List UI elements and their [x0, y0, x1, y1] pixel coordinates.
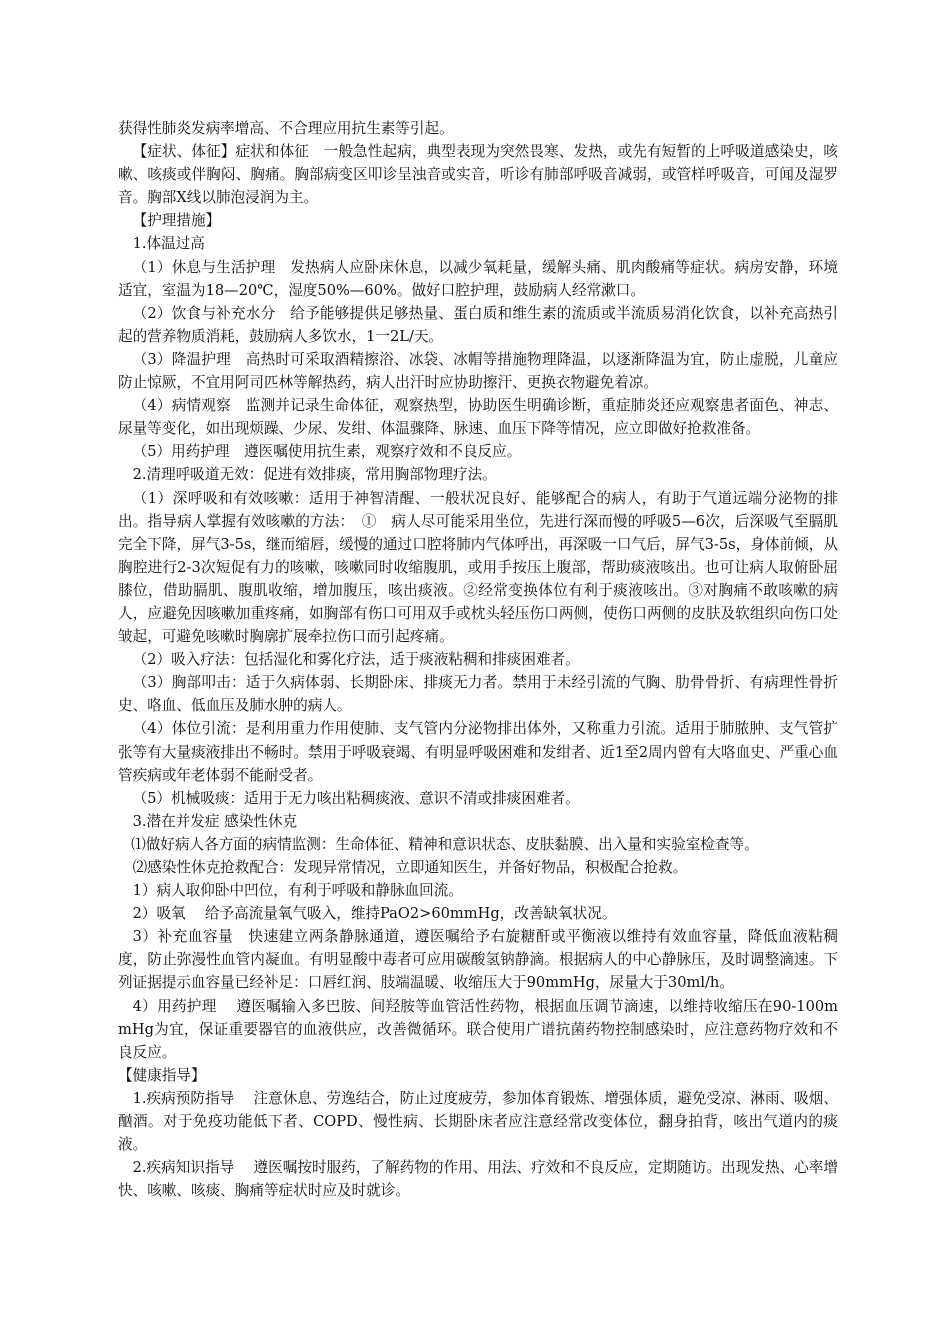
- paragraph-cooling-care: （3）降温护理 高热时可采取酒精擦浴、冰袋、冰帽等措施物理降温，以逐渐降温为宜，防止虚脱，儿童应防止惊厥，不宜用阿司匹林等解热药，病人出汗时应协助擦汗、更换衣物避免着凉。: [118, 350, 838, 392]
- paragraph-supine-position: 1）病人取仰卧中凹位，有利于呼吸和静脉血回流。: [132, 882, 463, 900]
- subheading-airway-clearance: 2.清理呼吸道无效：促进有效排痰，常用胸部物理疗法。: [132, 466, 497, 484]
- paragraph-rescue-cooperation: ⑵感染性休克抢救配合：发现异常情况，立即通知医生，并备好物品，积极配合抢救。: [132, 859, 688, 876]
- paragraph-medication-care: （5）用药护理 遵医嘱使用抗生素，观察疗效和不良反应。: [132, 443, 522, 461]
- document-page: [118, 117, 838, 1202]
- paragraph-diet-fluids: （2）饮食与补充水分 给予能够提供足够热量、蛋白质和维生素的流质或半流质易消化饮食，以补充高热引起的营养物质消耗，鼓励病人多饮水，1一2L/天。: [118, 304, 838, 345]
- paragraph-intro-continuation: 获得性肺炎发病率增高、不合理应用抗生素等引起。: [118, 120, 454, 137]
- subheading-septic-shock: 3.潜在并发症 感染性休克: [132, 812, 298, 830]
- paragraph-chest-percussion: （3）胸部叩击：适于久病体弱、长期卧床、排痰无力者。禁用于未经引流的气胸、肋骨骨折、有病理性骨折史、咯血、低血压及肺水肿的病人。: [118, 674, 838, 715]
- paragraph-postural-drainage: （4）体位引流：是利用重力作用使肺、支气管内分泌物排出体外，又称重力引流。适用于肺脓肿、支气管扩张等有大量痰液排出不畅时。禁用于呼吸衰竭、有明显呼吸困难和发绀者、近1至2周内曾有大咯血史、严重心血管疾病或年老体弱不能耐受者。: [118, 720, 838, 784]
- paragraph-disease-prevention: 1.疾病预防指导 注意休息、劳逸结合，防止过度疲劳，参加体育锻炼、增强体质，避免受凉、淋雨、吸烟、酗酒。对于免疫功能低下者、COPD、慢性病、长期卧床者应注意经常改变体位，翻身拍背，咳出气道内的痰液。: [118, 1089, 838, 1154]
- paragraph-oxygen: 2）吸氧 给予高流量氧气吸入，维持PaO2>60mmHg，改善缺氧状况。: [132, 905, 617, 923]
- paragraph-vasoactive-drugs: 4）用药护理 遵医嘱输入多巴胺、间羟胺等血管活性药物，根据血压调节滴速，以维持收缩压在90-100mmHg为宜，保证重要器官的血液供应，改善微循环。联合使用广谱抗菌药物控制感染时，应注意药物疗效和不良反应。: [118, 997, 838, 1061]
- paragraph-monitoring: ⑴做好病人各方面的病情监测：生命体征、精神和意识状态、皮肤黏膜、出入量和实验室检查等。: [131, 835, 759, 853]
- paragraph-deep-breathing-cough: （1）深呼吸和有效咳嗽：适用于神智清醒、一般状况良好、能够配合的病人，有助于气道远端分泌物的排出。指导病人掌握有效咳嗽的方法： ① 病人尽可能采用坐位，先进行深而慢的呼吸5—6次，后深吸气至膈肌完全下降，屏气3-5s，继而缩唇，缓慢的通过口腔将肺内气体呼出，再深吸一口气后，屏气3-5s，身体前倾，从胸腔进行2-3次短促有力的咳嗽，咳嗽同时收缩腹肌，或用手按压上腹部，帮助痰液咳出。也可让病人取俯卧屈膝位，借助膈肌、腹肌收缩，增加腹压，咳出痰液。②经常变换体位有利于痰液咳出。③对胸痛不敢咳嗽的病人，应避免因咳嗽加重疼痛，如胸部有伤口可用双手或枕头轻压伤口两侧，使伤口两侧的皮肤及软组织向伤口处皱起，可避免咳嗽时胸廓扩展牵拉伤口而引起疼痛。: [118, 489, 838, 646]
- paragraph-mechanical-suction: （5）机械吸痰：适用于无力咳出粘稠痰液、意识不清或排痰困难者。: [132, 789, 580, 807]
- paragraph-rest-care: （1）休息与生活护理 发热病人应卧床休息，以减少氧耗量，缓解头痛、肌肉酸痛等症状。病房安静，环境适宜，室温为18—20℃，湿度50%—60%。做好口腔护理，鼓励病人经常漱口。: [118, 258, 838, 299]
- paragraph-inhalation-therapy: （2）吸入疗法：包括湿化和雾化疗法，适于痰液粘稠和排痰困难者。: [132, 651, 580, 669]
- section-heading-health-guidance: 【健康指导】: [118, 1066, 206, 1084]
- paragraph-condition-observation: （4）病情观察 监测并记录生命体征，观察热型，协助医生明确诊断，重症肺炎还应观察患者面色、神志、尿量等变化，如出现烦躁、少尿、发绀、体温骤降、脉速、血压下降等情况，应立即做好抢救准备。: [118, 397, 838, 438]
- paragraph-blood-volume: 3）补充血容量 快速建立两条静脉通道，遵医嘱给予右旋糖酐或平衡液以维持有效血容量，降低血液粘稠度，防止弥漫性血管内凝血。有明显酸中毒者可应用碳酸氢钠静滴。根据病人的中心静脉压，及时调整滴速。下列证据提示血容量已经补足：口唇红润、肢端温暖、收缩压大于90mmHg，尿量大于30ml/h。: [118, 928, 838, 992]
- paragraph-symptoms-signs: 【症状、体征】症状和体征 一般急性起病，典型表现为突然畏寒、发热，或先有短暂的上呼吸道感染史，咳嗽、咳痰或伴胸闷、胸痛。胸部病变区叩诊呈浊音或实音，听诊有肺部呼吸音减弱，或管样呼吸音，可闻及湿罗音。胸部X线以肺泡浸润为主。: [118, 143, 838, 207]
- section-heading-nursing-measures: 【护理措施】: [132, 212, 221, 230]
- subheading-high-fever: 1.体温过高: [132, 235, 205, 253]
- paragraph-disease-knowledge: 2.疾病知识指导 遵医嘱按时服药，了解药物的作用、用法、疗效和不良反应，定期随访。出现发热、心率增快、咳嗽、咳痰、胸痛等症状时应及时就诊。: [118, 1159, 838, 1200]
